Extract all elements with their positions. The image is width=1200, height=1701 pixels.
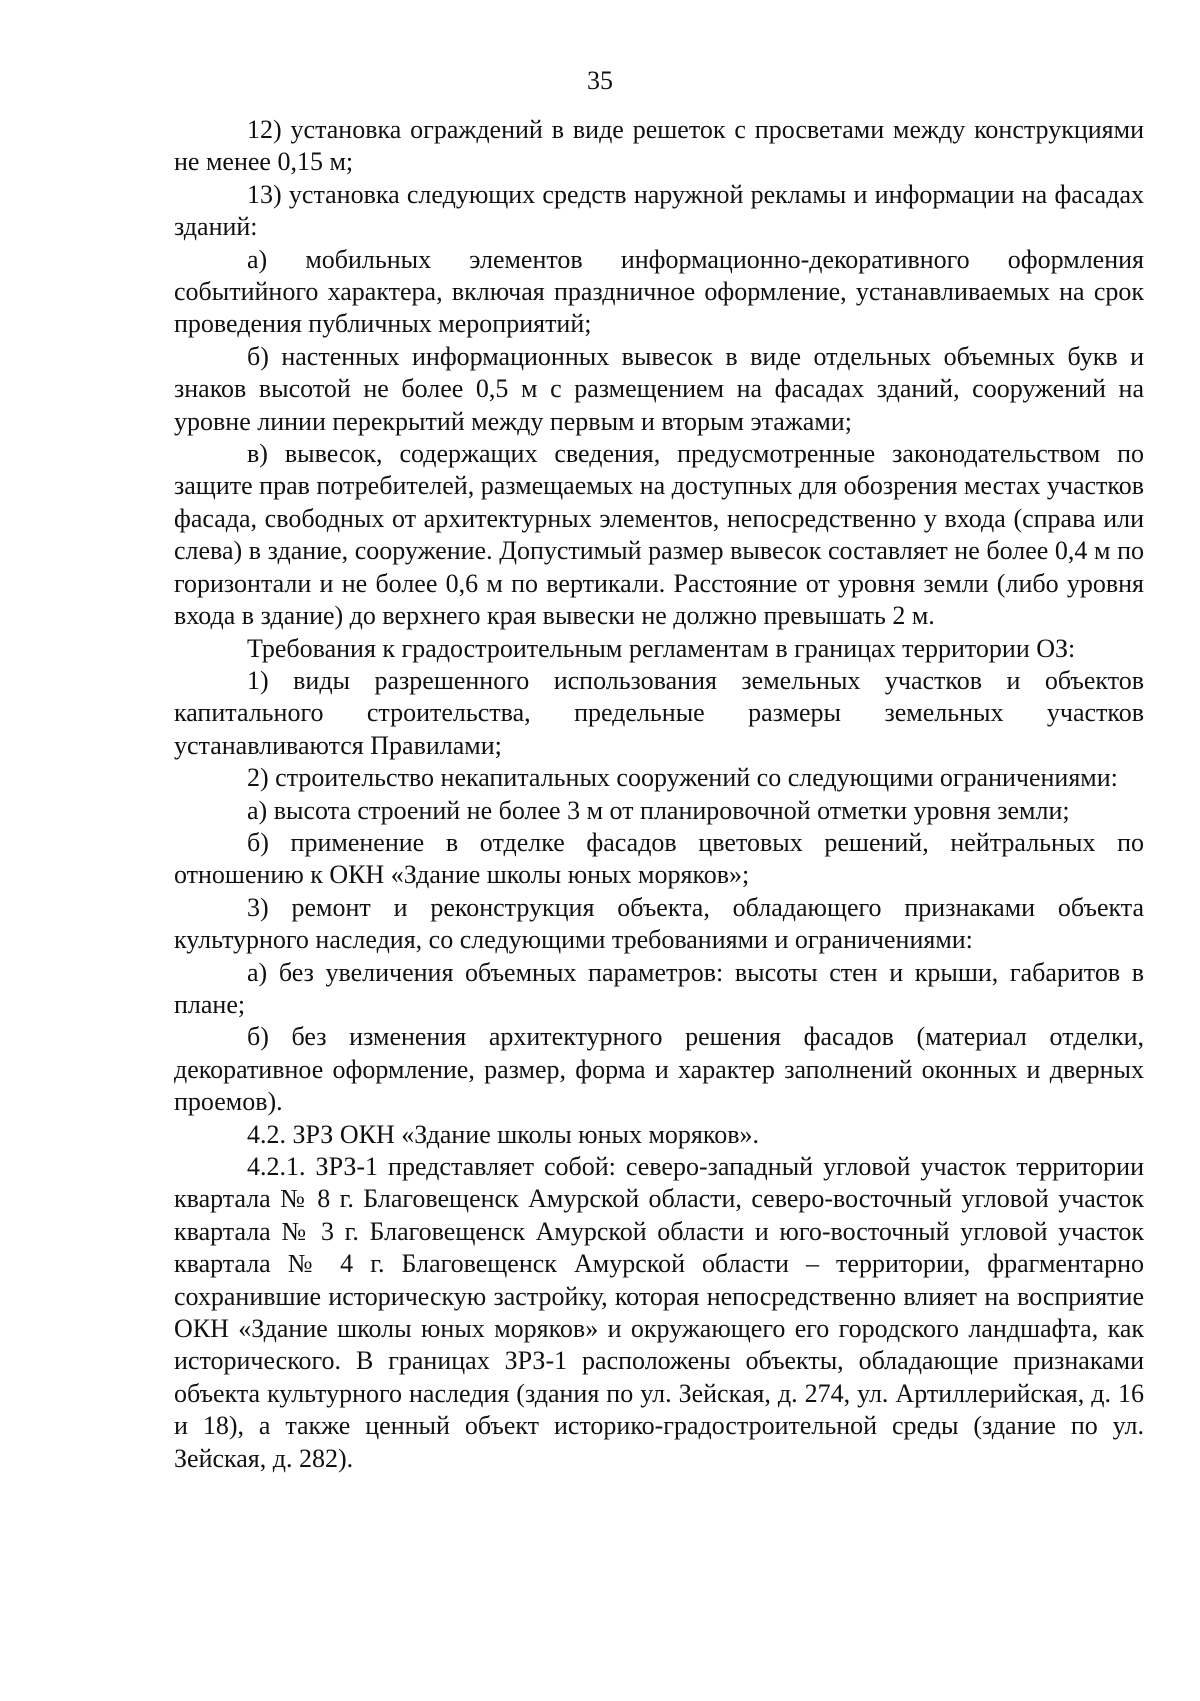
paragraph-requirement-2b: б) применение в отделке фасадов цветовых решений, нейтральных по отношению к ОКН «Здание школы юных моряков»;: [174, 827, 1144, 890]
page-number: 35: [587, 66, 613, 95]
document-body: [174, 114, 1144, 1475]
paragraph-requirement-3b: б) без изменения архитектурного решения фасадов (материал отделки, декоративное оформление, размер, форма и характер заполнений оконных и дверных проемов).: [174, 1022, 1144, 1117]
paragraph-subitem-a-mobile-elements: а) мобильных элементов информационно-декоративного оформления событийного характера, включая праздничное оформление, устанавливаемых на срок проведения публичных мероприятий;: [174, 244, 1144, 339]
paragraph-requirement-3: 3) ремонт и реконструкция объекта, обладающего признаками объекта культурного наследия, со следующими требованиями и ограничениями:: [174, 892, 1144, 955]
paragraph-item-12: 12) установка ограждений в виде решеток с просветами между конструкциями не менее 0,15 м;: [174, 115, 1144, 177]
paragraph-requirement-2a: а) высота строений не более 3 м от планировочной отметки уровня земли;: [247, 795, 1070, 825]
paragraph-subitem-b-wall-signs: б) настенных информационных вывесок в виде отдельных объемных букв и знаков высотой не более 0,5 м с размещением на фасадах зданий, сооружений на уровне линии перекрытий между первым и вторым этажами;: [174, 341, 1144, 436]
section-heading-4-2: 4.2. ЗРЗ ОКН «Здание школы юных моряков».: [247, 1119, 759, 1149]
paragraph-requirements-heading: Требования к градостроительным регламентам в границах территории ОЗ:: [247, 633, 1076, 663]
paragraph-requirement-2: 2) строительство некапитальных сооружений со следующими ограничениями:: [247, 763, 1118, 793]
paragraph-subitem-v-consumer-signs: в) вывесок, содержащих сведения, предусмотренные законодательством по защите прав потребителей, размещаемых на доступных для обозрения местах участков фасада, свободных от архитектурных элементов, непосредственно у входа (справа или слева) в здание, сооружение. Допустимый размер вывесок составляет не более 0,4 м по горизонтали и не более 0,6 м по вертикали. Расстояние от уровня земли (либо уровня входа в здание) до верхнего края вывески не должно превышать 2 м.: [174, 439, 1144, 631]
paragraph-item-13: 13) установка следующих средств наружной рекламы и информации на фасадах зданий:: [174, 179, 1144, 242]
paragraph-requirement-3a: а) без увеличения объемных параметров: высоты стен и крыши, габаритов в плане;: [174, 957, 1144, 1019]
paragraph-section-4-2-1: 4.2.1. ЗРЗ-1 представляет собой: северо-западный угловой участок территории квартала № 8 г. Благовещенск Амурской области, северо-восточный угловой участок квартала № 3 г. Благовещенск Амурской области и юго-восточный угловой участок квартала № 4 г. Благовещенск Амурской области – территории, фрагментарно сохранившие историческую застройку, которая непосредственно влияет на восприятие ОКН «Здание школы юных моряков» и окружающего его городского ландшафта, как исторического. В границах ЗРЗ-1 расположены объекты, обладающие признаками объекта культурного наследия (здания по ул. Зейская, д. 274, ул. Артиллерийская, д. 16 и 18), а также ценный объект историко-градостроительной среды (здание по ул. Зейская, д. 282).: [174, 1152, 1144, 1473]
paragraph-requirement-1: 1) виды разрешенного использования земельных участков и объектов капитального строительства, предельные размеры земельных участков устанавливаются Правилами;: [174, 665, 1144, 760]
